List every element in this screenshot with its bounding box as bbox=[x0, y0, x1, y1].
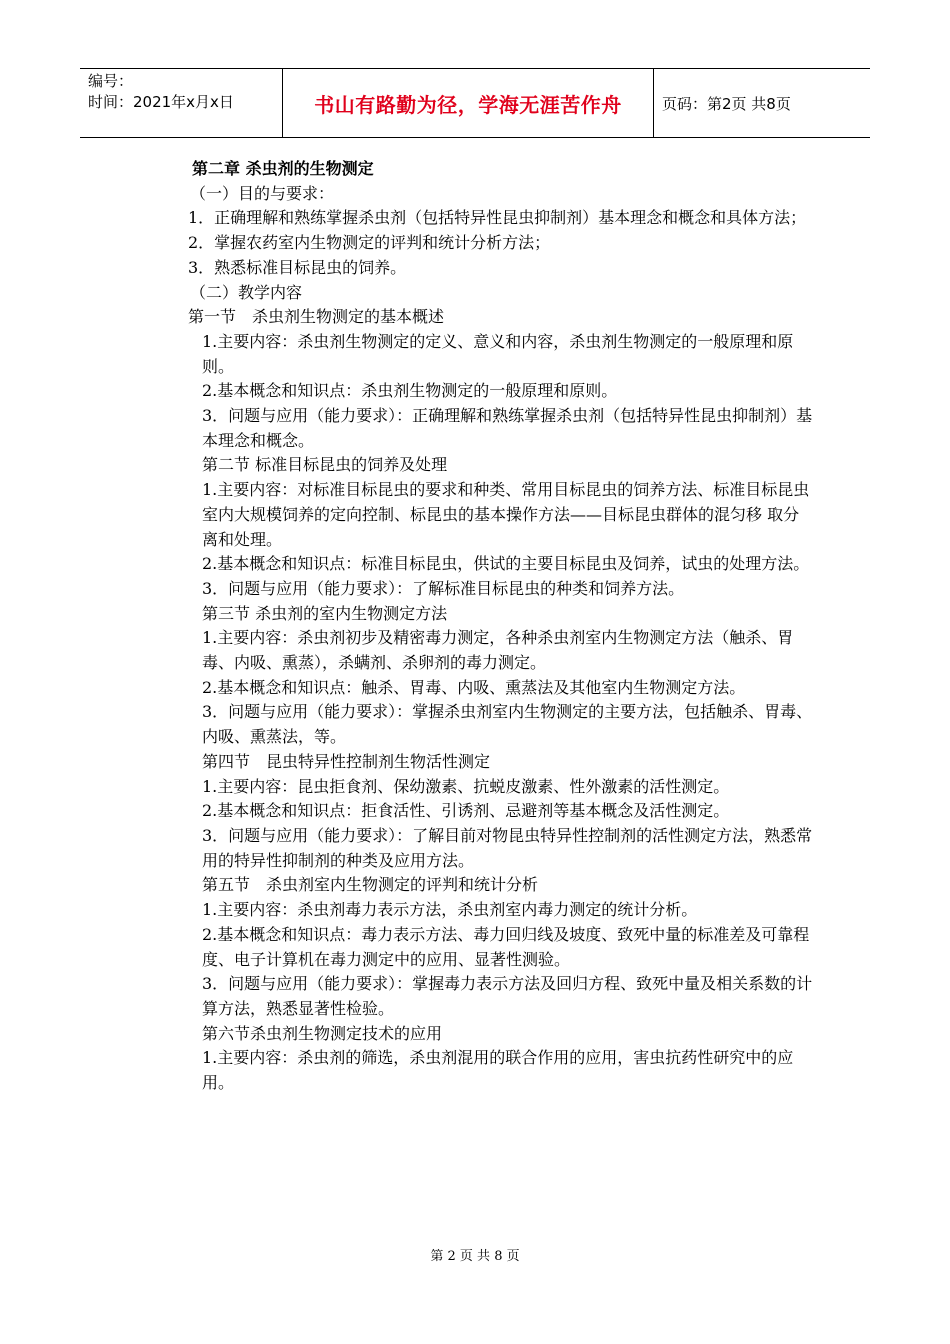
section-heading: （一）目的与要求： bbox=[190, 183, 335, 203]
paragraph: 1.主要内容：杀虫剂的筛选，杀虫剂混用的联合作用的应用，害虫抗药性研究中的应用。 bbox=[202, 1048, 794, 1093]
subsection-title: 第二节 标准目标昆虫的饲养及处理 bbox=[202, 455, 448, 475]
paragraph: 2.基本概念和知识点：毒力表示方法、毒力回归线及坡度、致死中量的标准差及可靠程度、电子计算机在毒力测定中的应用、显著性测验。 bbox=[202, 924, 810, 969]
paragraph: 2.基本概念和知识点：触杀、胃毒、内吸、熏蒸法及其他室内生物测定方法。 bbox=[202, 677, 746, 697]
chapter-title: 第二章 杀虫剂的生物测定 bbox=[192, 159, 374, 178]
paragraph: 2.基本概念和知识点：杀虫剂生物测定的一般原理和原则。 bbox=[202, 381, 618, 401]
paragraph: 2.基本概念和知识点：标准目标昆虫，供试的主要目标昆虫及饲养，试虫的处理方法。 bbox=[202, 554, 810, 574]
paragraph: 3．问题与应用（能力要求）：了解标准目标昆虫的种类和饲养方法。 bbox=[202, 578, 685, 598]
paragraph: 3．熟悉标准目标昆虫的饲养。 bbox=[188, 257, 407, 277]
document-body bbox=[188, 157, 813, 1096]
paragraph: 1.主要内容：杀虫剂生物测定的定义、意义和内容，杀虫剂生物测定的一般原理和原则。 bbox=[202, 331, 794, 376]
paragraph: 3．问题与应用（能力要求）：掌握毒力表示方法及回归方程、致死中量及相关系数的计算方法，熟悉显著性检验。 bbox=[202, 974, 813, 1018]
header-left-cell bbox=[80, 69, 282, 137]
paragraph: 2．掌握农药室内生物测定的评判和统计分析方法； bbox=[188, 233, 551, 253]
paragraph: 3．问题与应用（能力要求）：了解目前对物昆虫特异性控制剂的活性测定方法，熟悉常用的特异性抑制剂的种类及应用方法。 bbox=[202, 825, 813, 870]
paragraph: 1.主要内容：杀虫剂初步及精密毒力测定，各种杀虫剂室内生物测定方法（触杀、胃毒、内吸、熏蒸），杀螨剂、杀卵剂的毒力测定。 bbox=[202, 628, 794, 673]
paragraph: 2.基本概念和知识点：拒食活性、引诱剂、忌避剂等基本概念及活性测定。 bbox=[202, 801, 730, 821]
header-table bbox=[80, 68, 870, 138]
page-footer: 第 2 页 共 8 页 bbox=[430, 1249, 520, 1264]
paragraph: 1.主要内容：昆虫拒食剂、保幼激素、抗蜕皮激素、性外激素的活性测定。 bbox=[202, 776, 730, 796]
date-label: 时间：2021年x月x日 bbox=[88, 93, 234, 111]
document-number-label: 编号： bbox=[88, 72, 134, 90]
header-middle-cell bbox=[282, 69, 654, 137]
subsection-title: 第六节杀虫剂生物测定技术的应用 bbox=[202, 1023, 443, 1043]
paragraph: 1.主要内容：对标准目标昆虫的要求和种类、常用目标昆虫的饲养方法、标准目标昆虫室内大规模饲养的定向控制、标昆虫的基本操作方法——目标昆虫群体的混匀移 取分离和处理。 bbox=[202, 480, 810, 549]
paragraph: 3．问题与应用（能力要求）：正确理解和熟练掌握杀虫剂（包括特异性昆虫抑制剂）基本理念和概念。 bbox=[202, 406, 813, 450]
paragraph: 3．问题与应用（能力要求）：掌握杀虫剂室内生物测定的主要方法，包括触杀、胃毒、内吸、熏蒸法，等。 bbox=[202, 702, 813, 747]
paragraph: 1.主要内容：杀虫剂毒力表示方法，杀虫剂室内毒力测定的统计分析。 bbox=[202, 900, 698, 920]
header-right-cell bbox=[654, 69, 870, 137]
paragraph: 1．正确理解和熟练掌握杀虫剂（包括特异性昆虫抑制剂）基本理念和概念和具体方法； bbox=[188, 208, 807, 228]
subsection-title: 第五节 杀虫剂室内生物测定的评判和统计分析 bbox=[202, 875, 539, 895]
section-heading: （二）教学内容 bbox=[190, 282, 303, 302]
subsection-title: 第三节 杀虫剂的室内生物测定方法 bbox=[202, 603, 448, 623]
page-number-label: 页码：第2页 共8页 bbox=[662, 94, 791, 113]
subsection-title: 第一节 杀虫剂生物测定的基本概述 bbox=[188, 307, 445, 327]
subsection-title: 第四节 昆虫特异性控制剂生物活性测定 bbox=[202, 751, 491, 771]
header-motto: 书山有路勤为径，学海无涯苦作舟 bbox=[314, 92, 622, 117]
